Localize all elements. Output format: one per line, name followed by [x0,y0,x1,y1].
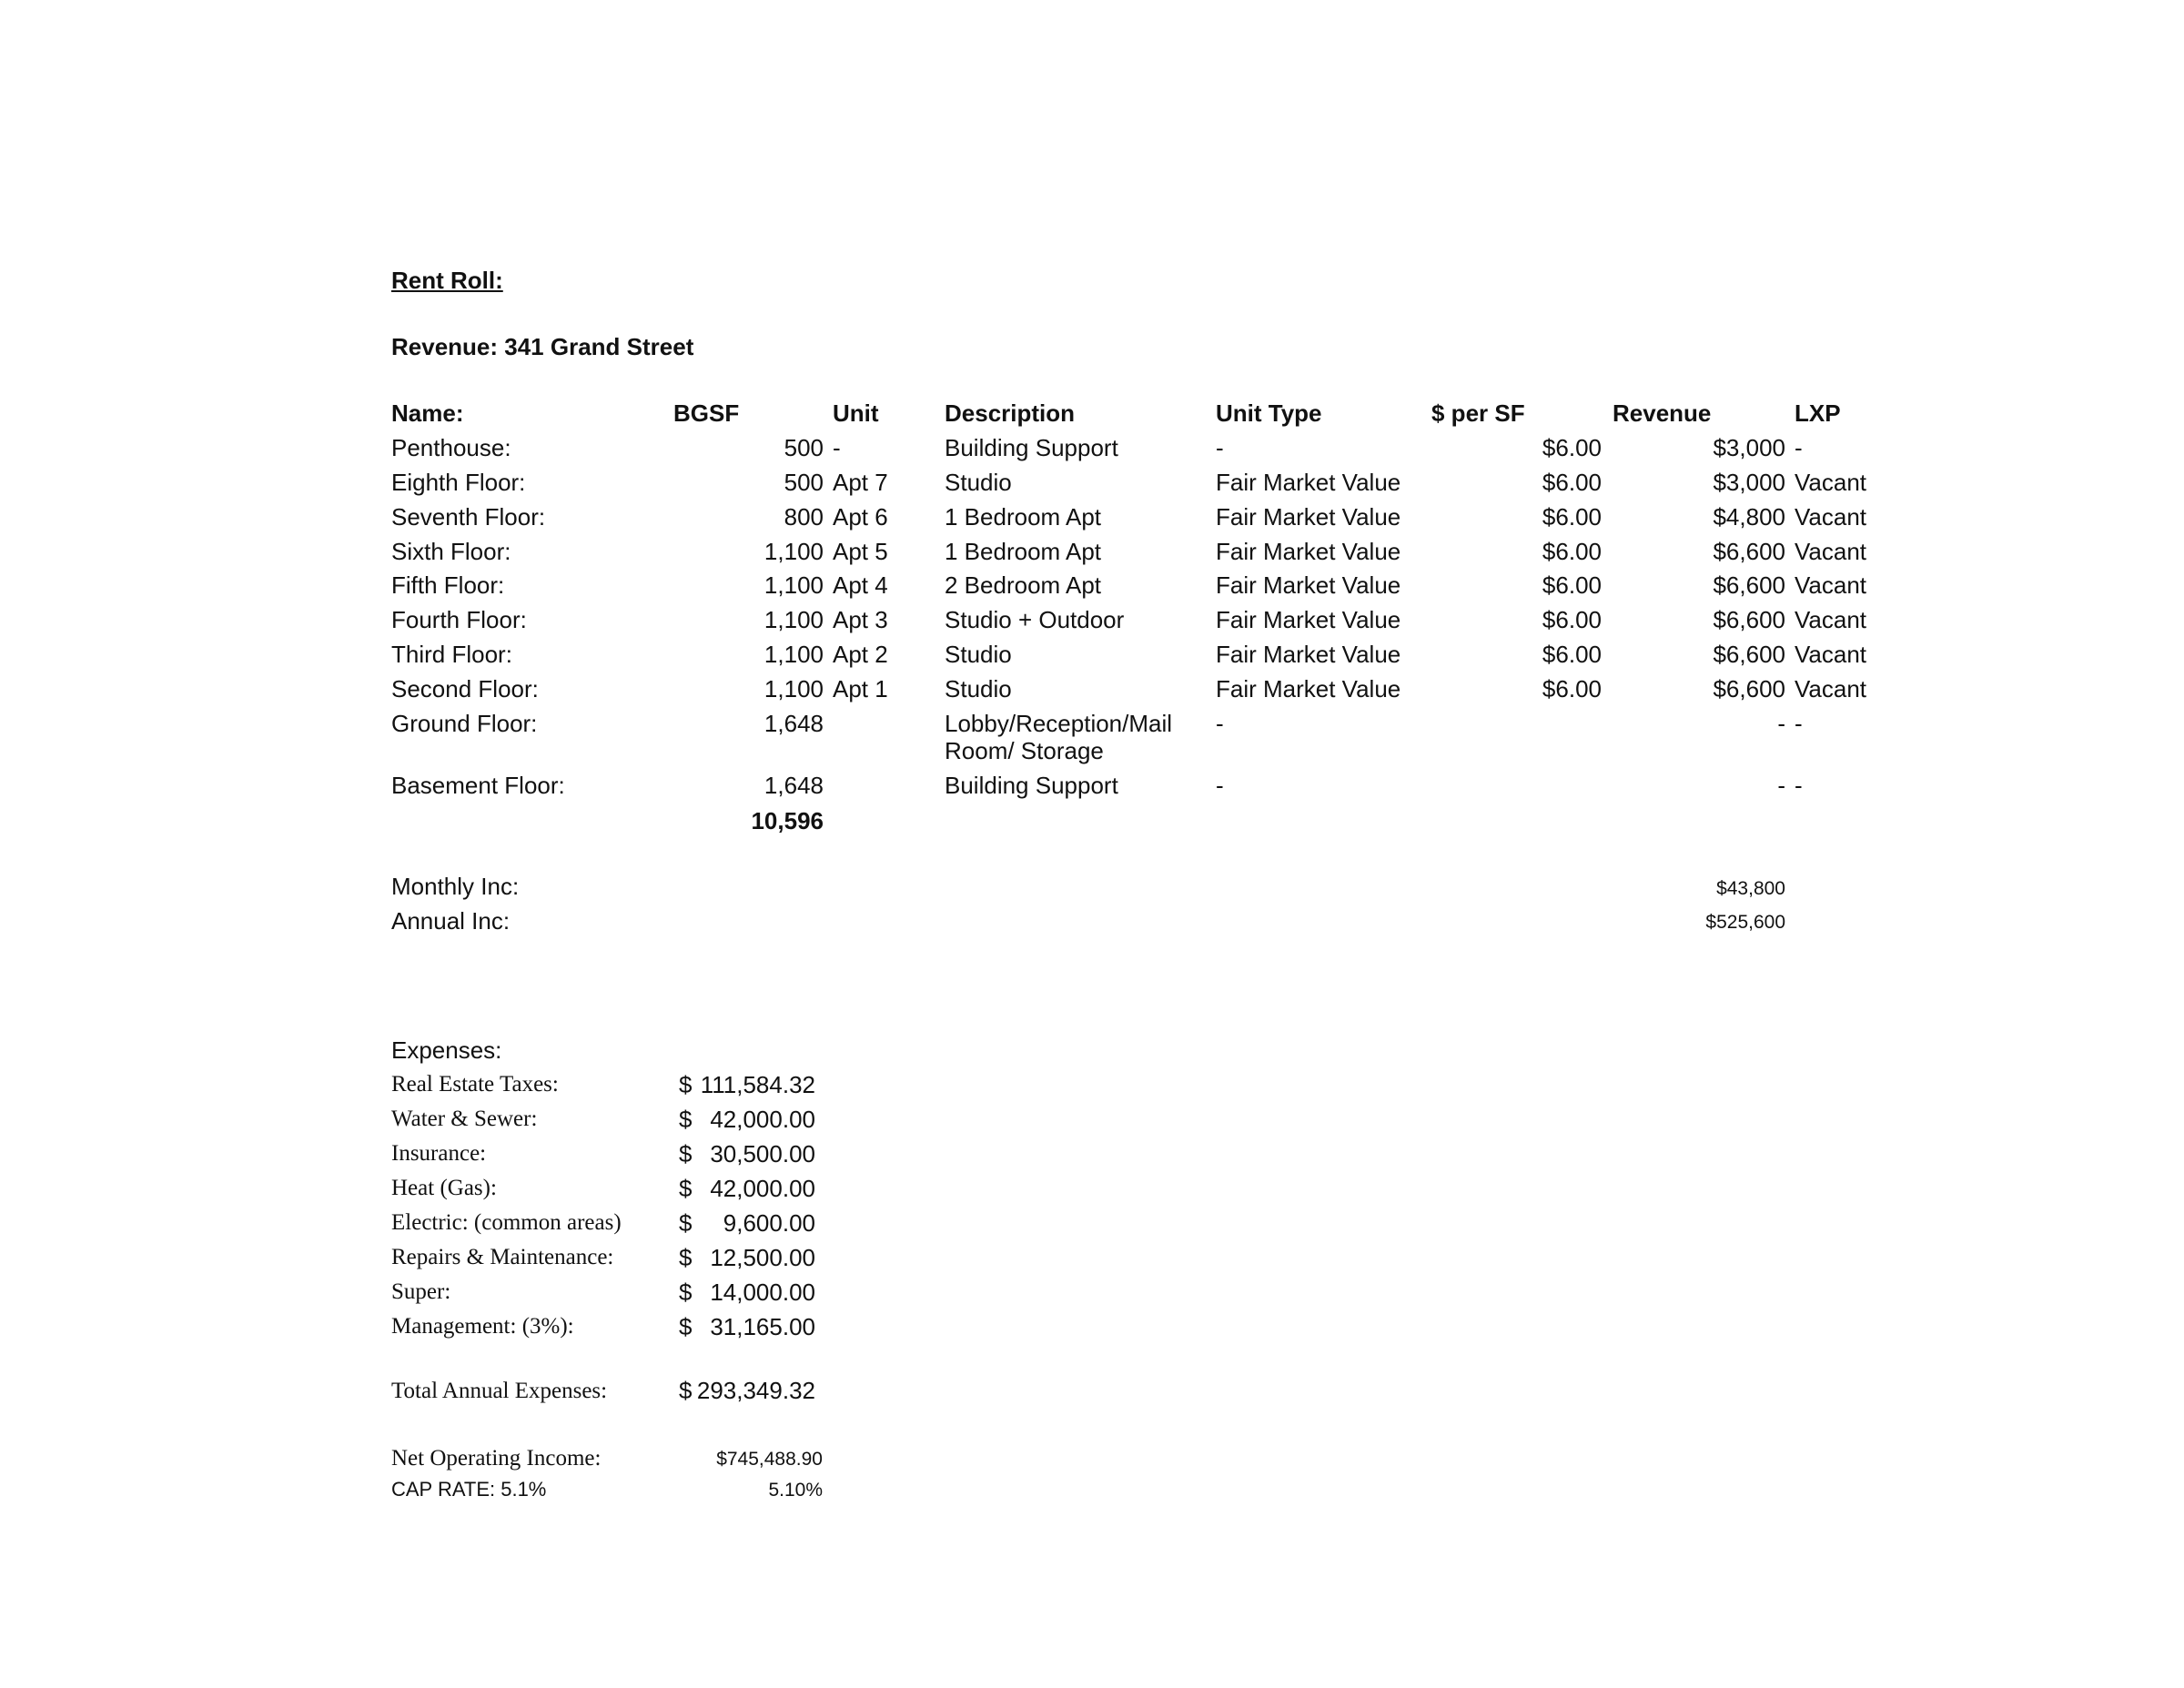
row-unit: Apt 1 [833,675,888,702]
expense-label: Electric: (common areas) [391,1210,622,1235]
row-lxp: Vacant [1795,538,1867,565]
row-per-sf: $6.00 [1542,503,1602,531]
row-lxp: Vacant [1795,571,1867,599]
row-name: Eighth Floor: [391,469,526,496]
row-name: Fifth Floor: [391,571,505,599]
row-unit-type: Fair Market Value [1216,641,1401,668]
cap-rate-value: 5.10% [768,1480,823,1501]
annual-income-value: $525,600 [1705,912,1785,933]
row-name: Fourth Floor: [391,606,527,633]
annual-income-label: Annual Inc: [391,907,511,935]
row-revenue: $6,600 [1713,675,1785,702]
row-unit: Apt 2 [833,641,888,668]
expense-currency: $ [679,1071,693,1098]
row-revenue: $6,600 [1713,538,1785,565]
row-description: Studio [945,641,1012,668]
row-bgsf: 500 [784,469,824,496]
expense-value [679,1209,815,1237]
row-description-line2: Room/ Storage [945,737,1104,764]
row-revenue: - [1777,710,1785,737]
page-subtitle: Revenue: 341 Grand Street [391,333,694,360]
expense-label: Management: (3%): [391,1314,574,1339]
row-unit-type: - [1216,710,1224,737]
row-description: 1 Bedroom Apt [945,503,1101,531]
header-revenue: Revenue [1613,399,1712,427]
row-per-sf: $6.00 [1542,606,1602,633]
row-unit-type: Fair Market Value [1216,538,1401,565]
row-bgsf: 1,100 [763,571,824,599]
expense-value [679,1071,815,1098]
expenses-heading: Expenses: [391,1036,502,1064]
row-revenue: $6,600 [1713,571,1785,599]
expense-label: Water & Sewer: [391,1107,538,1131]
row-name: Penthouse: [391,434,511,461]
monthly-income-label: Monthly Inc: [391,873,520,900]
expense-label: Insurance: [391,1141,487,1166]
row-bgsf: 1,100 [763,606,824,633]
row-description: Building Support [945,772,1118,799]
row-per-sf: $6.00 [1542,641,1602,668]
row-name: Sixth Floor: [391,538,511,565]
total-expenses-currency: $ [679,1377,693,1404]
row-revenue: $3,000 [1713,434,1785,461]
row-bgsf: 1,100 [763,538,824,565]
row-unit: Apt 7 [833,469,888,496]
row-name: Second Floor: [391,675,539,702]
expense-currency: $ [679,1313,693,1340]
row-lxp: Vacant [1795,641,1867,668]
expense-amount: 14,000.00 [710,1279,815,1306]
expense-amount: 31,165.00 [710,1313,815,1340]
expense-value [679,1106,815,1133]
row-name: Third Floor: [391,641,512,668]
row-name: Basement Floor: [391,772,565,799]
row-lxp: Vacant [1795,503,1867,531]
row-unit-type: - [1216,772,1224,799]
row-per-sf: $6.00 [1542,571,1602,599]
row-lxp: Vacant [1795,606,1867,633]
expense-currency: $ [679,1140,693,1167]
row-unit: Apt 6 [833,503,888,531]
expense-amount: 30,500.00 [710,1140,815,1167]
monthly-income-value: $43,800 [1716,878,1785,899]
total-bgsf: 10,596 [751,807,824,834]
row-bgsf: 1,100 [763,675,824,702]
row-unit-type: - [1216,434,1224,461]
expense-amount: 9,600.00 [723,1209,815,1237]
row-revenue: - [1777,772,1785,799]
row-description: 2 Bedroom Apt [945,571,1101,599]
cap-rate-label: CAP RATE: 5.1% [391,1478,547,1501]
row-lxp: - [1795,434,1803,461]
expense-amount: 111,584.32 [700,1071,815,1098]
row-description: Studio + Outdoor [945,606,1125,633]
row-description: Building Support [945,434,1118,461]
row-lxp: Vacant [1795,675,1867,702]
row-per-sf: $6.00 [1542,469,1602,496]
expense-amount: 42,000.00 [710,1175,815,1202]
expense-value [679,1244,815,1271]
header-unit-type: Unit Type [1216,399,1322,427]
header-name: Name: [391,399,464,427]
expense-amount: 12,500.00 [710,1244,815,1271]
expense-currency: $ [679,1175,693,1202]
row-unit-type: Fair Market Value [1216,675,1401,702]
expense-value [679,1175,815,1202]
row-revenue: $6,600 [1713,641,1785,668]
row-bgsf: 800 [784,503,824,531]
row-unit-type: Fair Market Value [1216,606,1401,633]
row-unit-type: Fair Market Value [1216,503,1401,531]
row-bgsf: 1,648 [763,772,824,799]
row-revenue: $4,800 [1713,503,1785,531]
row-description: 1 Bedroom Apt [945,538,1101,565]
row-unit: Apt 3 [833,606,888,633]
header-lxp: LXP [1795,399,1841,427]
row-unit: Apt 5 [833,538,888,565]
row-name: Seventh Floor: [391,503,546,531]
expense-currency: $ [679,1279,693,1306]
expense-value [679,1140,815,1167]
expense-label: Repairs & Maintenance: [391,1245,614,1269]
noi-label: Net Operating Income: [391,1446,602,1471]
expense-label: Super: [391,1279,451,1304]
header-per-sf: $ per SF [1431,399,1525,427]
row-per-sf: $6.00 [1542,538,1602,565]
row-name: Ground Floor: [391,710,538,737]
page-title: Rent Roll: [391,267,503,294]
total-expenses-label: Total Annual Expenses: [391,1379,608,1403]
row-bgsf: 1,648 [763,710,824,737]
expense-label: Heat (Gas): [391,1176,497,1200]
header-bgsf: BGSF [673,399,740,427]
header-description: Description [945,399,1076,427]
row-per-sf: $6.00 [1542,434,1602,461]
row-bgsf: 500 [784,434,824,461]
row-unit: Apt 4 [833,571,888,599]
header-unit: Unit [833,399,879,427]
expense-value [679,1313,815,1340]
row-bgsf: 1,100 [763,641,824,668]
row-lxp: - [1795,710,1803,737]
row-unit-type: Fair Market Value [1216,469,1401,496]
expense-currency: $ [679,1244,693,1271]
total-expenses-amount: 293,349.32 [696,1377,815,1404]
expense-value [679,1279,815,1306]
row-description: Studio [945,675,1012,702]
expense-amount: 42,000.00 [710,1106,815,1133]
row-lxp: Vacant [1795,469,1867,496]
row-description: Lobby/Reception/Mail [945,710,1173,737]
row-revenue: $3,000 [1713,469,1785,496]
row-lxp: - [1795,772,1803,799]
row-unit: - [833,434,841,461]
row-unit-type: Fair Market Value [1216,571,1401,599]
expense-currency: $ [679,1209,693,1237]
row-revenue: $6,600 [1713,606,1785,633]
row-per-sf: $6.00 [1542,675,1602,702]
total-expenses-value [679,1377,815,1404]
expense-currency: $ [679,1106,693,1133]
noi-value: $745,488.90 [716,1449,823,1470]
row-description: Studio [945,469,1012,496]
expense-label: Real Estate Taxes: [391,1072,559,1097]
